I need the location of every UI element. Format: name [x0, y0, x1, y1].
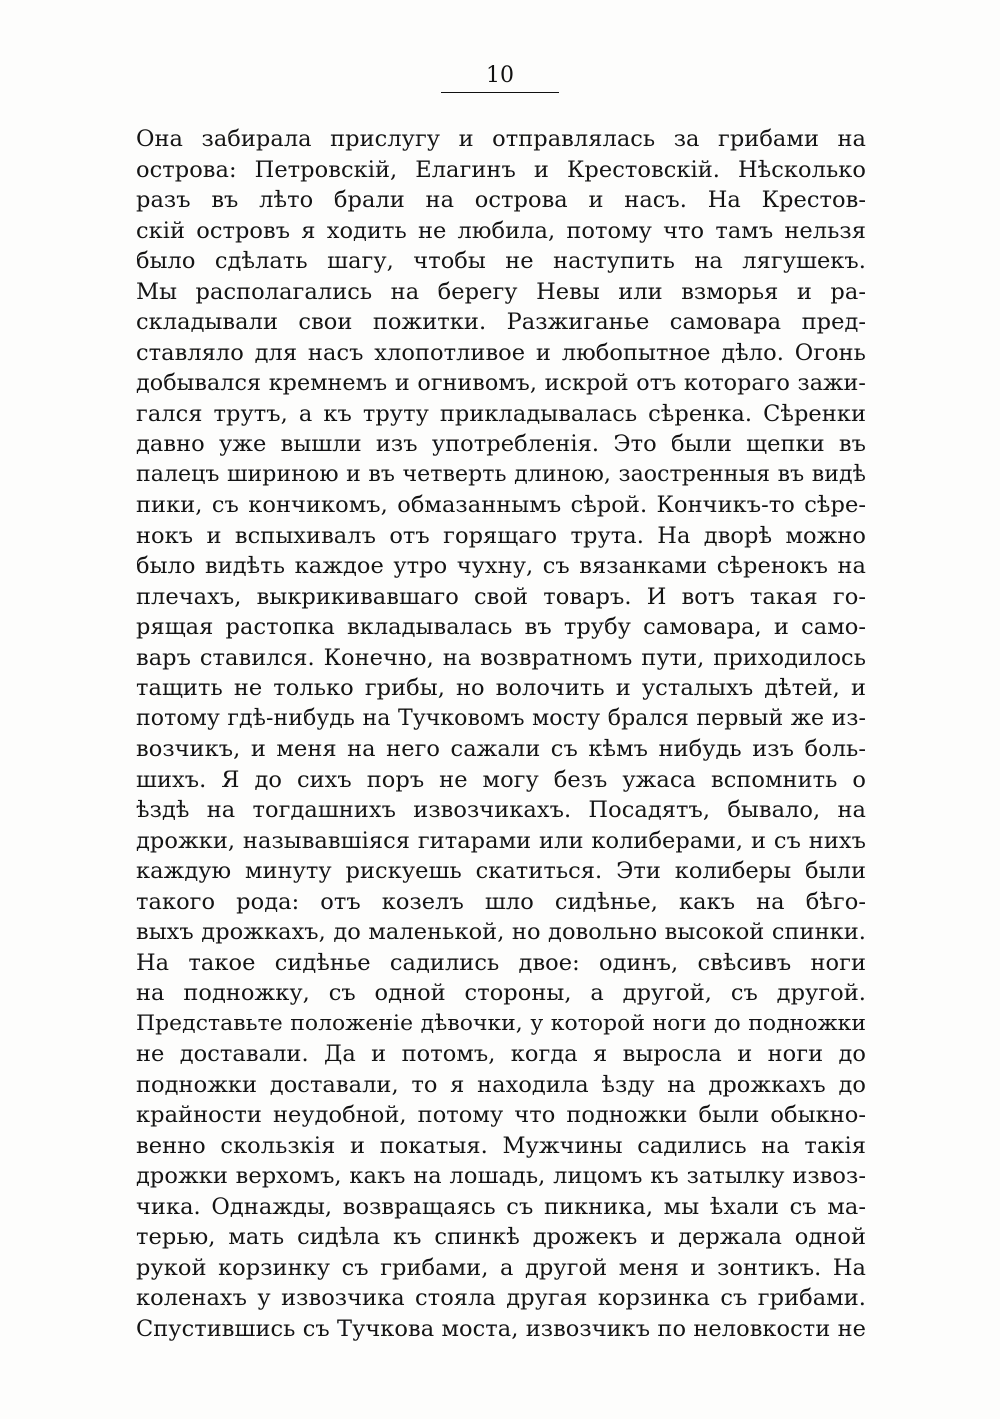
text-line: плечахъ, выкрикивавшаго свой товаръ. И вотъ такая го- — [136, 583, 866, 610]
text-line: ѣздѣ на тогдашнихъ извозчикахъ. Посадятъ, бывало, на — [136, 797, 866, 823]
text-line: дрожки верхомъ, какъ на лошадь, лицомъ къ затылку извоз- — [136, 1163, 866, 1189]
text-line: терью, мать сидѣла къ спинкѣ дрожекъ и держала одной — [136, 1224, 866, 1250]
text-line: гался трутъ, а къ труту прикладывалась сѣренка. Сѣренки — [136, 400, 866, 427]
text-line: нокъ и вспыхивалъ отъ горящаго трута. На дворѣ можно — [136, 522, 866, 549]
text-line: варъ ставился. Конечно, на возвратномъ пути, приходилось — [136, 644, 866, 671]
text-line: было сдѣлать шагу, чтобы не наступить на лягушекъ. — [136, 248, 866, 274]
text-line: было видѣть каждое утро чухну, съ вязанками сѣренокъ на — [136, 553, 866, 579]
text-line: давно уже вышли изъ употребленія. Это были щепки въ — [136, 431, 866, 457]
text-line: скій островъ я ходить не любила, потому что тамъ нельзя — [136, 217, 866, 244]
text-line: шихъ. Я до сихъ поръ не могу безъ ужаса вспомнить о — [136, 766, 866, 793]
text-line: рукой корзинку съ грибами, а другой меня и зонтикъ. На — [136, 1254, 866, 1281]
text-line: возчикъ, и меня на него сажали съ кѣмъ нибудь изъ боль- — [136, 736, 866, 762]
text-line: Мы располагались на берегу Невы или взморья и ра- — [136, 278, 866, 305]
text-line: палецъ шириною и въ четверть длиною, заостренныя въ видѣ — [136, 461, 866, 487]
text-line: каждую минуту рискуешь скатиться. Эти колиберы были — [136, 858, 866, 884]
text-line: пики, съ кончикомъ, обмазаннымъ сѣрой. Кончикъ-то сѣре- — [136, 492, 866, 518]
text-line: подножки доставали, то я находила ѣзду на дрожкахъ до — [136, 1071, 866, 1098]
text-line: на подножку, съ одной стороны, а другой, съ другой. — [136, 980, 866, 1006]
text-line: такого рода: отъ козелъ шло сидѣнье, какъ на бѣго- — [136, 888, 866, 915]
text-line: не доставали. Да и потомъ, когда я выросла и ноги до — [136, 1041, 866, 1067]
body-text — [136, 124, 866, 1344]
text-line: потому гдѣ-нибудь на Тучковомъ мосту брался первый же из- — [136, 705, 866, 731]
text-line: складывали свои пожитки. Разжиганье самовара пред- — [136, 309, 866, 335]
page-number: 10 — [486, 63, 514, 88]
text-line: добывался кремнемъ и огнивомъ, искрой отъ котораго зажи- — [136, 370, 866, 396]
text-line: венно скользкія и покатыя. Мужчины садились на такія — [136, 1132, 866, 1159]
text-line: ставляло для насъ хлопотливое и любопытное дѣло. Огонь — [136, 339, 866, 366]
text-line: разъ въ лѣто брали на острова и насъ. На Крестов- — [136, 187, 866, 213]
text-line: чика. Однажды, возвращаясь съ пикника, мы ѣхали съ ма- — [136, 1193, 866, 1220]
text-line: тащить не только грибы, но волочить и усталыхъ дѣтей, и — [136, 675, 866, 701]
text-line: выхъ дрожкахъ, до маленькой, но довольно высокой спинки. — [136, 919, 866, 945]
text-line: рящая растопка вкладывалась въ трубу самовара, и само- — [136, 614, 866, 640]
text-line: Спустившись съ Тучкова моста, извозчикъ по неловкости не — [136, 1315, 866, 1342]
header-rule — [441, 92, 559, 93]
text-line: Она забирала прислугу и отправлялась за грибами на — [136, 126, 866, 152]
text-line: дрожки, называвшіяся гитарами или колиберами, и съ нихъ — [136, 827, 866, 854]
text-line: Представьте положеніе дѣвочки, у которой ноги до подножки — [136, 1010, 866, 1036]
text-line: острова: Петровскій, Елагинъ и Крестовскій. Нѣсколько — [136, 156, 866, 183]
text-line: коленахъ у извозчика стояла другая корзинка съ грибами. — [136, 1285, 866, 1311]
page-header — [440, 62, 560, 93]
text-line: На такое сидѣнье садились двое: одинъ, свѣсивъ ноги — [136, 949, 866, 976]
text-line: крайности неудобной, потому что подножки были обыкно- — [136, 1102, 866, 1128]
